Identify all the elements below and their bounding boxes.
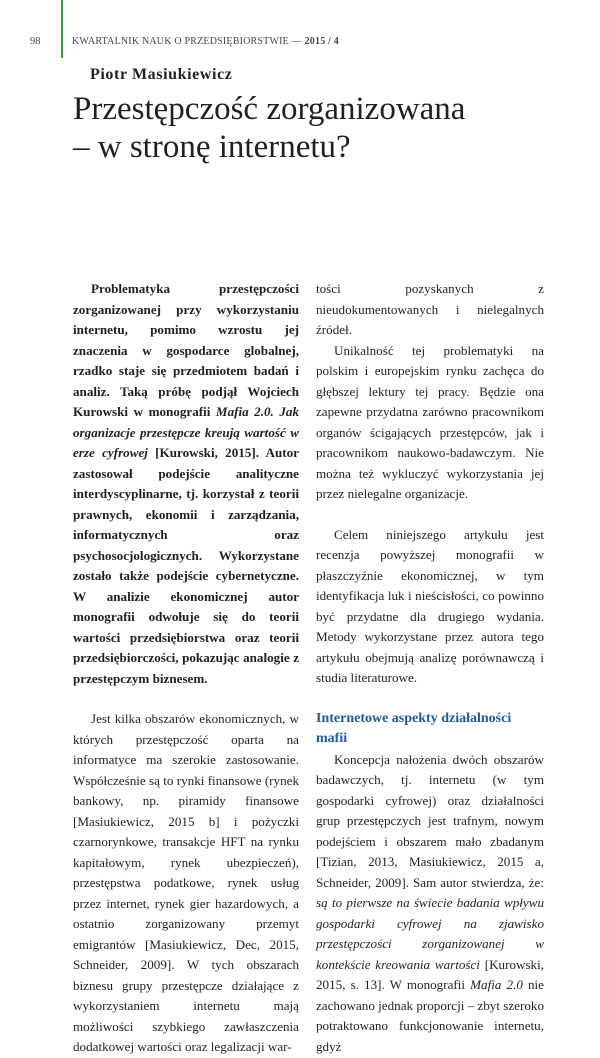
- page-number: 98: [30, 36, 41, 47]
- body-paragraph-3: Celem niniejszego artykułu jest recenzja powyższej monografii w płaszczyźnie ekonomicznej, w tym identyfikacja luk i nieścisłości, co powinno być przydatne dla drugiego wydania. Metody wykorzystane przez autora tego artykułu obejmują analizę porównawczą i studia literaturowe.: [316, 526, 544, 685]
- article-title: [73, 90, 573, 166]
- abstract-paragraph: [73, 279, 299, 689]
- abstract-text-1: Problematyka przestępczości zorganizowanej przy wykorzystaniu internetu, pomimo wzrostu jej znaczenia w gospodarce globalnej, rzadko staje się przedmiotem badań i analiz. Taką próbę podjął Wojciech Kurowski w monografii: [73, 281, 299, 419]
- margin-accent-rule: [61, 0, 63, 58]
- section-heading: Internetowe aspekty działalności mafii: [316, 710, 512, 746]
- running-header: [72, 36, 339, 47]
- header-separator: —: [288, 36, 305, 47]
- p4-quote: są to pierwsze na świecie badania wpływu gospodarki cyfrowej na zjawisko przestępczości zorganizowanej w kontekście kreowania wartości: [316, 895, 544, 972]
- body-paragraph-4: [316, 750, 544, 1058]
- right-column: [316, 279, 544, 1057]
- body-paragraph-1: Jest kilka obszarów ekonomicznych, w których przestępczość oparta na informatyce ma szerokie zastosowanie. Współcześnie są to rynki finansowe (rynek bankowy, np. piramidy finansowe [Masiukiewicz, 2015 b] i pożyczki czarnorynkowe, transakcje HFT na rynku kapitałowym, rynek ubezpieczeń), przestępstwa podatkowe, rynek usług przez internet, rynek gier hazardowych, a ostatnio zorganizowany przemyt emigrantów [Masiukiewicz, Dec, 2015, Schneider, 2009]. W tych obszarach biznesu grupy przestępcze działające z wykorzystaniem internetu mają możliwości szybkiego zawłaszczenia dodatkowej wartości oraz legalizacji war-: [73, 711, 299, 1054]
- body-paragraph-continued: tości pozyskanych z nieudokumentowanych i nielegalnych źródeł.: [316, 281, 544, 337]
- spacer: [316, 505, 544, 525]
- p4-text-2: [Kurowski, 2015, s. 13]. W monografii: [316, 956, 544, 992]
- p4-text-1: Koncepcja nałożenia dwóch obszarów badawczych, tj. internetu (w tym gospodarki cyfrowej) oraz działalności grup przestępczych jest trafnym, nowym podejściem i obszarem mało zbadanym [Tizian, 2013, Masiukiewicz, 2015 a, Schneider, 2009]. Sam autor stwierdza, że:: [316, 751, 544, 890]
- spacer: [316, 689, 544, 709]
- abstract-text-2: [Kurowski, 2015]. Autor zastosował podejście analityczne interdyscyplinarne, tj. korzystał z teorii prawnych, ekonomii i zarządzania, informatycznych oraz psychosocjologicznych. Wykorzystane zostało także podejście cybernetyczne. W analizie ekonomicznej autor monografii odwołuje się do teorii wartości przedsiębiorstwa oraz teorii przedsiębiorczości, pokazując analogie z przestępczym biznesem.: [73, 445, 299, 686]
- issue-number: 2015 / 4: [304, 36, 339, 47]
- left-column: [73, 279, 299, 1058]
- p4-book-title: Mafia 2.0: [470, 977, 523, 992]
- p4-text-3: nie zachowano jednak proporcji – zbyt szeroko potraktowano funkcjonowanie internetu, gdyż: [316, 977, 544, 1054]
- body-paragraph-2: Unikalność tej problematyki na polskim i europejskim rynku zachęca do głębszej lektury tej pracy. Będzie ona zapewne przydatna zarówno pracownikom organów ścigających przestępców, jak i pracownikom naukowo-badawczym. Nie można też wykluczyć wykorzystania jej przez nielegalne organizacje.: [316, 342, 544, 501]
- abstract-book-title: Mafia 2.0. Jak organizacje przestępcze kreują wartość w erze cyfrowej: [73, 404, 299, 460]
- spacer: [73, 689, 299, 709]
- article-author: Piotr Masiukiewicz: [90, 66, 233, 83]
- title-line-1: Przestępczość zorganizowana: [73, 91, 466, 127]
- title-line-2: – w stronę internetu?: [73, 129, 351, 165]
- journal-name: KWARTALNIK NAUK O PRZEDSIĘBIORSTWIE: [72, 36, 289, 47]
